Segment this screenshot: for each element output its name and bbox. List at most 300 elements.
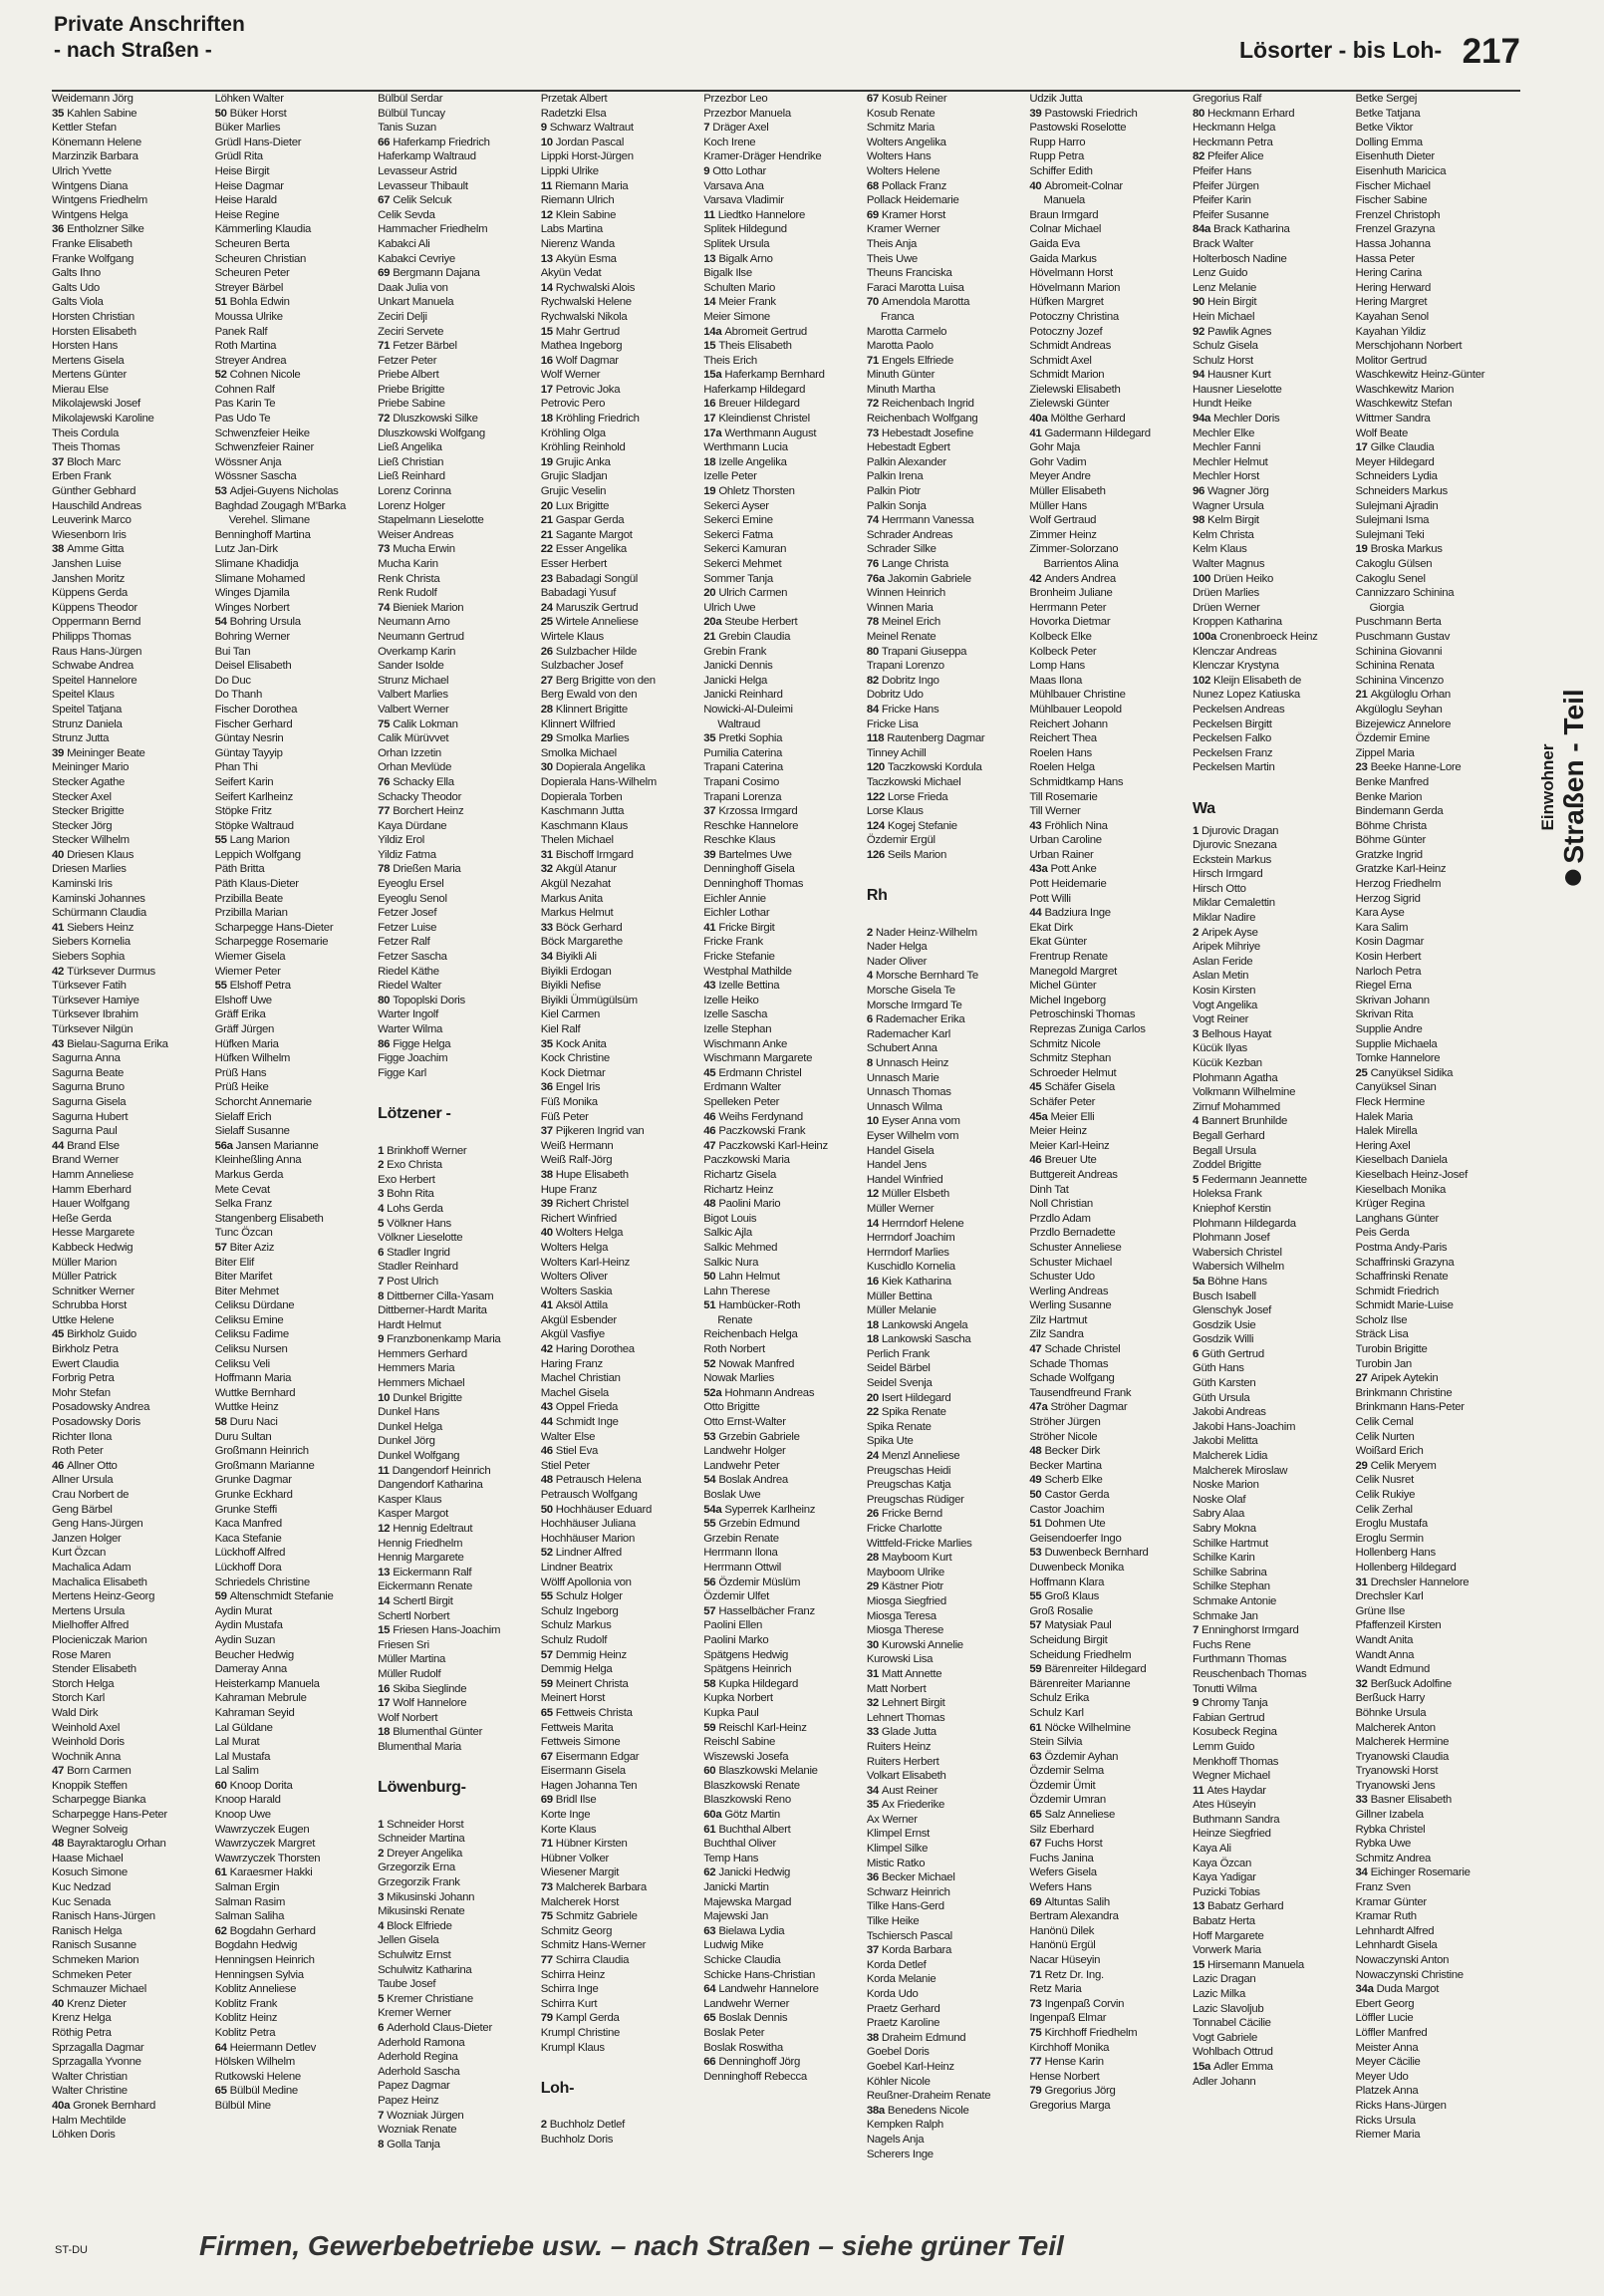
resident-name: Overkamp Karin bbox=[378, 645, 456, 658]
resident-entry bbox=[378, 1449, 529, 1464]
directory-columns bbox=[52, 92, 1506, 2212]
resident-entry bbox=[1029, 1721, 1181, 1736]
resident-name: Kosin Herbert bbox=[1355, 951, 1422, 964]
resident-entry bbox=[703, 469, 855, 484]
house-number: 50 bbox=[1029, 1489, 1042, 1501]
resident-entry bbox=[215, 1633, 367, 1648]
resident-entry bbox=[1029, 1852, 1181, 1866]
house-number: 100a bbox=[1192, 630, 1217, 643]
resident-name: Kaschmann Klaus bbox=[540, 819, 628, 832]
house-number: 45a bbox=[1029, 1110, 1048, 1123]
resident-entry bbox=[215, 1256, 367, 1271]
resident-entry bbox=[215, 1153, 367, 1168]
house-number: 5 bbox=[378, 1217, 385, 1230]
resident-entry bbox=[1356, 1270, 1507, 1285]
resident-entry bbox=[867, 1725, 1018, 1740]
resident-entry bbox=[541, 1007, 692, 1022]
resident-name: Haferkamp Bernhard bbox=[724, 369, 825, 382]
resident-entry bbox=[703, 586, 855, 601]
resident-entry bbox=[541, 1241, 692, 1256]
resident-entry bbox=[703, 615, 855, 630]
house-number: 76 bbox=[866, 558, 879, 570]
resident-entry bbox=[1356, 2011, 1507, 2026]
resident-name: Hüfken Wilhelm bbox=[214, 1052, 291, 1065]
resident-entry bbox=[1029, 1997, 1181, 2012]
house-number: 67 bbox=[378, 194, 391, 207]
resident-entry bbox=[215, 469, 367, 484]
resident-entry bbox=[1356, 1546, 1507, 1561]
resident-entry bbox=[1356, 1648, 1507, 1663]
resident-name: Sulejmani Teki bbox=[1355, 528, 1425, 541]
resident-entry bbox=[215, 149, 367, 164]
house-number: 2 bbox=[866, 926, 873, 939]
resident-name: Seidel Bärbel bbox=[866, 1362, 931, 1375]
resident-entry bbox=[1029, 1313, 1181, 1328]
resident-name: Buchholz Doris bbox=[540, 2133, 614, 2146]
resident-entry bbox=[541, 2041, 692, 2056]
resident-entry bbox=[867, 1769, 1018, 1784]
resident-entry bbox=[703, 164, 855, 179]
resident-entry bbox=[541, 1662, 692, 1677]
resident-name: Weinhold Axel bbox=[52, 1721, 121, 1734]
resident-name: Karaesmer Hakki bbox=[229, 1866, 313, 1879]
resident-name: Heise Regine bbox=[214, 208, 280, 221]
resident-name: Aslan Feride bbox=[1192, 955, 1253, 968]
resident-name: Miosga Siegfried bbox=[866, 1594, 946, 1607]
resident-entry bbox=[378, 1493, 529, 1508]
house-number: 16 bbox=[378, 1682, 391, 1695]
resident-entry bbox=[215, 921, 367, 936]
resident-entry bbox=[215, 222, 367, 237]
house-number: 79 bbox=[1029, 2085, 1042, 2098]
resident-name: Richartz Heinz bbox=[703, 1183, 774, 1196]
resident-entry bbox=[867, 746, 1018, 761]
resident-entry bbox=[1029, 1371, 1181, 1386]
resident-name: Peckelsen Birgitt bbox=[1192, 718, 1272, 730]
resident-entry bbox=[1356, 1938, 1507, 1953]
resident-entry bbox=[703, 1153, 855, 1168]
resident-name: Mikusinski Renate bbox=[378, 1905, 465, 1918]
resident-entry bbox=[867, 92, 1018, 107]
spacer bbox=[541, 2104, 692, 2119]
resident-entry bbox=[378, 1391, 529, 1406]
resident-entry bbox=[1193, 1899, 1344, 1914]
resident-name: Bohring Werner bbox=[214, 630, 290, 643]
resident-name: Till Werner bbox=[1029, 805, 1081, 818]
resident-name: Seifert Karin bbox=[214, 775, 274, 788]
resident-entry bbox=[52, 1808, 203, 1823]
resident-entry bbox=[1193, 969, 1344, 984]
resident-name: Schulten Mario bbox=[703, 281, 776, 294]
resident-name: Seidel Svenja bbox=[866, 1377, 933, 1390]
resident-entry bbox=[541, 1270, 692, 1285]
resident-entry bbox=[1029, 1633, 1181, 1648]
resident-name: Sagante Margot bbox=[555, 528, 633, 541]
resident-name: Spika Ute bbox=[866, 1435, 914, 1448]
resident-entry bbox=[1029, 1241, 1181, 1256]
resident-name: Schacky Theodor bbox=[378, 790, 462, 803]
resident-entry bbox=[215, 1400, 367, 1415]
house-number: 37 bbox=[540, 1125, 553, 1138]
resident-entry bbox=[215, 1662, 367, 1677]
resident-entry bbox=[703, 237, 855, 252]
resident-name: Fischer Michael bbox=[1355, 179, 1431, 192]
resident-entry bbox=[1193, 1813, 1344, 1828]
resident-entry bbox=[703, 121, 855, 136]
resident-entry bbox=[867, 1929, 1018, 1944]
resident-name: Reprezas Zuniga Carlos bbox=[1029, 1023, 1146, 1035]
resident-name: Eisenhuth Dieter bbox=[1355, 150, 1435, 163]
resident-entry bbox=[867, 1012, 1018, 1027]
resident-name: Duwenbeck Bernhard bbox=[1044, 1547, 1149, 1560]
resident-entry bbox=[541, 1415, 692, 1430]
resident-entry bbox=[52, 1576, 203, 1590]
house-number: 52 bbox=[703, 1357, 716, 1370]
resident-name: Hauer Wolfgang bbox=[52, 1198, 130, 1211]
resident-name: Castor Gerda bbox=[1044, 1489, 1110, 1501]
resident-entry bbox=[867, 121, 1018, 136]
resident-name: Hupe Elisabeth bbox=[555, 1168, 629, 1181]
house-number: 18 bbox=[378, 1726, 391, 1739]
resident-name: Türksever Fatih bbox=[52, 980, 127, 993]
resident-name: Schulwitz Katharina bbox=[378, 1963, 472, 1976]
resident-name: Celik Cemal bbox=[1355, 1416, 1414, 1429]
resident-name: Meister Anna bbox=[1355, 2041, 1419, 2054]
house-number: 67 bbox=[866, 93, 879, 105]
resident-name: Stöpke Waltraud bbox=[214, 819, 294, 832]
resident-entry bbox=[1356, 862, 1507, 877]
resident-name: Wiemer Gisela bbox=[214, 951, 286, 964]
resident-entry bbox=[1356, 630, 1507, 645]
resident-name: Fricke Bernd bbox=[881, 1508, 942, 1521]
resident-name: Smolka Marlies bbox=[555, 732, 630, 745]
resident-name: Rychwalski Nikola bbox=[540, 310, 628, 323]
resident-name: Streyer Bärbel bbox=[214, 281, 284, 294]
resident-name: Borchert Heinz bbox=[393, 805, 464, 818]
resident-entry bbox=[52, 121, 203, 136]
resident-name: Cronenbroeck Heinz bbox=[1219, 630, 1318, 643]
resident-name: Wabersich Wilhelm bbox=[1192, 1261, 1284, 1274]
resident-name: Krzossa Irmgard bbox=[718, 805, 798, 818]
resident-entry bbox=[867, 1275, 1018, 1290]
house-number: 38 bbox=[866, 2031, 879, 2044]
resident-name: Dunkel Wolfgang bbox=[378, 1450, 460, 1463]
resident-entry bbox=[541, 1168, 692, 1183]
resident-entry bbox=[52, 2055, 203, 2070]
resident-entry bbox=[215, 325, 367, 340]
resident-name: Potoczny Jozef bbox=[1029, 325, 1103, 338]
resident-entry bbox=[52, 1895, 203, 1910]
resident-entry bbox=[867, 1071, 1018, 1086]
resident-name: Langhans Günter bbox=[1355, 1212, 1440, 1225]
resident-entry bbox=[52, 630, 203, 645]
resident-name: Dopierala Hans-Wilhelm bbox=[540, 775, 657, 788]
resident-entry bbox=[52, 2026, 203, 2041]
resident-entry bbox=[1356, 1110, 1507, 1125]
resident-entry bbox=[1193, 2045, 1344, 2060]
resident-name: Berg Brigitte von den bbox=[555, 674, 656, 687]
resident-name: Henningsen Heinrich bbox=[214, 1954, 315, 1966]
resident-name: Fröhlich Nina bbox=[1044, 819, 1108, 832]
resident-entry bbox=[703, 295, 855, 310]
resident-name: Paczkowski Frank bbox=[718, 1125, 806, 1138]
resident-entry bbox=[378, 1507, 529, 1522]
resident-entry bbox=[52, 674, 203, 689]
resident-name: Fetzer Peter bbox=[378, 354, 437, 367]
resident-name: Kahraman Mebrule bbox=[214, 1692, 307, 1705]
resident-name: Kasper Margot bbox=[378, 1508, 448, 1521]
resident-entry bbox=[378, 1609, 529, 1624]
resident-entry bbox=[1029, 731, 1181, 746]
resident-entry bbox=[215, 703, 367, 718]
resident-entry bbox=[541, 266, 692, 281]
resident-entry bbox=[1193, 1885, 1344, 1900]
resident-name: Pijkeren Ingrid van bbox=[555, 1125, 645, 1138]
resident-entry bbox=[867, 2060, 1018, 2075]
resident-name: Celiksu Fadime bbox=[214, 1328, 289, 1341]
directory-column bbox=[52, 92, 203, 2212]
resident-entry bbox=[541, 136, 692, 150]
resident-name: Wawrzyczek Margret bbox=[214, 1838, 316, 1851]
resident-entry bbox=[52, 1270, 203, 1285]
resident-name: Hölsken Wilhelm bbox=[214, 2056, 295, 2069]
house-number: 58 bbox=[214, 1416, 227, 1429]
resident-name: Hassa Johanna bbox=[1355, 237, 1431, 250]
house-number: 57 bbox=[214, 1241, 227, 1254]
resident-name: Reichert Johann bbox=[1029, 718, 1108, 730]
house-number: 40 bbox=[540, 1227, 553, 1240]
resident-entry bbox=[703, 1706, 855, 1721]
resident-name: Schnitker Werner bbox=[52, 1285, 134, 1297]
house-number: 64 bbox=[214, 2041, 227, 2054]
resident-name: Pfeifer Jürgen bbox=[1192, 179, 1259, 192]
resident-entry bbox=[1356, 1183, 1507, 1198]
resident-entry bbox=[1193, 703, 1344, 718]
resident-name: Schade Christel bbox=[1044, 1343, 1121, 1356]
resident-entry bbox=[1029, 484, 1181, 499]
resident-name: Wiemer Peter bbox=[214, 965, 281, 978]
resident-name: Wegner Michael bbox=[1192, 1770, 1270, 1783]
resident-name: Schmitz Hans-Werner bbox=[540, 1939, 647, 1952]
house-number: 69 bbox=[378, 267, 391, 280]
street-heading: Wa bbox=[1192, 799, 1215, 817]
resident-name: Palkin Irena bbox=[866, 470, 924, 483]
resident-name: Theuns Franciska bbox=[866, 267, 952, 280]
resident-name: Buttgereit Andreas bbox=[1029, 1168, 1118, 1181]
resident-name: Merschjohann Norbert bbox=[1355, 340, 1463, 353]
resident-name: Heise Harald bbox=[214, 194, 277, 207]
resident-name: Werthmann August bbox=[724, 427, 817, 439]
resident-entry bbox=[541, 718, 692, 732]
house-number: 35 bbox=[866, 1799, 879, 1812]
resident-name: Bärenreiter Marianne bbox=[1029, 1677, 1131, 1690]
resident-entry bbox=[215, 1327, 367, 1342]
resident-name: Geng Hans-Jürgen bbox=[52, 1518, 143, 1531]
house-number: 24 bbox=[540, 601, 553, 614]
house-number: 46 bbox=[540, 1445, 553, 1458]
house-number: 23 bbox=[540, 572, 553, 585]
resident-name: Lazic Dragan bbox=[1192, 1973, 1256, 1986]
resident-entry bbox=[215, 1386, 367, 1401]
resident-name: Mikolajewski Karoline bbox=[52, 413, 154, 426]
resident-name: Walter Magnus bbox=[1192, 558, 1265, 570]
resident-entry bbox=[541, 2011, 692, 2026]
resident-name: Wolters Oliver bbox=[540, 1271, 608, 1284]
resident-name: Michel Günter bbox=[1029, 980, 1097, 993]
resident-entry bbox=[1193, 1914, 1344, 1929]
resident-entry bbox=[1029, 790, 1181, 805]
resident-name: Hirsch Otto bbox=[1192, 882, 1246, 895]
resident-entry bbox=[1029, 630, 1181, 645]
resident-entry bbox=[378, 1904, 529, 1919]
house-number: 60 bbox=[703, 1765, 716, 1778]
resident-name: Wawrzyczek Thorsten bbox=[214, 1852, 321, 1865]
resident-name: Drechsler Karl bbox=[1355, 1590, 1424, 1603]
resident-name: Mechler Horst bbox=[1192, 470, 1259, 483]
resident-entry bbox=[1356, 1764, 1507, 1779]
resident-name: Reischl Sabine bbox=[703, 1736, 776, 1749]
resident-entry bbox=[867, 193, 1018, 208]
resident-name: Jakomin Gabriele bbox=[887, 572, 971, 585]
resident-name: Deisel Elisabeth bbox=[214, 660, 292, 673]
resident-name: Ludwig Mike bbox=[703, 1939, 764, 1952]
resident-name: Kramer Werner bbox=[866, 223, 940, 236]
resident-name: Machel Gisela bbox=[540, 1386, 609, 1399]
resident-name: Gräff Erika bbox=[214, 1008, 266, 1021]
resident-name: Hausner Lieselotte bbox=[1192, 383, 1282, 396]
resident-entry bbox=[1356, 222, 1507, 237]
resident-entry bbox=[703, 427, 855, 441]
resident-name: Nierenz Wanda bbox=[540, 237, 615, 250]
resident-name: Canyüksel Sinan bbox=[1355, 1081, 1437, 1094]
resident-entry bbox=[1356, 615, 1507, 630]
resident-entry bbox=[1029, 935, 1181, 950]
resident-name: Kiek Katharina bbox=[881, 1275, 951, 1288]
house-number: 84a bbox=[1192, 223, 1211, 236]
resident-name: Koblitz Anneliese bbox=[214, 1983, 297, 1996]
resident-name: Jellen Gisela bbox=[378, 1934, 439, 1947]
resident-entry bbox=[378, 877, 529, 892]
resident-name: Kleijn Elisabeth de bbox=[1213, 674, 1302, 687]
resident-entry bbox=[52, 1997, 203, 2012]
resident-name: Grzegorzik Erna bbox=[378, 1862, 455, 1874]
resident-name: Kuschidlo Kornelia bbox=[866, 1261, 955, 1274]
resident-entry bbox=[378, 1464, 529, 1479]
resident-entry bbox=[867, 1100, 1018, 1115]
resident-name: Meinel Erich bbox=[881, 616, 940, 629]
resident-entry bbox=[1029, 383, 1181, 398]
resident-entry bbox=[1356, 149, 1507, 164]
section-title: Private Anschriften bbox=[54, 13, 245, 36]
resident-name: Nagels Anja bbox=[866, 2133, 925, 2146]
resident-entry bbox=[52, 237, 203, 252]
resident-entry bbox=[1356, 688, 1507, 703]
resident-name: Otto Ernst-Walter bbox=[703, 1416, 786, 1429]
resident-name: Riemann Maria bbox=[555, 179, 629, 192]
resident-entry bbox=[1193, 926, 1344, 941]
resident-entry bbox=[703, 935, 855, 950]
resident-entry bbox=[703, 1852, 855, 1866]
resident-name: Radetzki Elsa bbox=[540, 107, 607, 120]
resident-name: Sagurna Gisela bbox=[52, 1095, 127, 1108]
resident-name: Mohr Stefan bbox=[52, 1386, 111, 1399]
resident-name: Stiel Peter bbox=[540, 1459, 590, 1472]
resident-name: Wohlbach Ottrud bbox=[1192, 2046, 1273, 2059]
house-number: 2 bbox=[378, 1847, 385, 1860]
resident-entry bbox=[378, 586, 529, 601]
resident-entry bbox=[867, 557, 1018, 572]
resident-name: Köhler Nicole bbox=[866, 2075, 931, 2088]
resident-entry bbox=[703, 1415, 855, 1430]
resident-entry bbox=[1193, 718, 1344, 732]
resident-name: Pollack Heidemarie bbox=[866, 194, 959, 207]
house-number: 45 bbox=[1029, 1081, 1042, 1094]
resident-entry bbox=[541, 1183, 692, 1198]
resident-entry bbox=[378, 1566, 529, 1580]
resident-entry bbox=[541, 2133, 692, 2148]
resident-name: Figge Helga bbox=[393, 1037, 451, 1050]
resident-entry bbox=[1356, 1298, 1507, 1313]
resident-name: Schmitz Georg bbox=[540, 1924, 613, 1937]
resident-entry bbox=[52, 1618, 203, 1633]
house-number: 36 bbox=[540, 1081, 553, 1094]
resident-entry bbox=[215, 1895, 367, 1910]
resident-name: Manegold Margret bbox=[1029, 965, 1118, 978]
resident-name: Gregorius Ralf bbox=[1192, 93, 1262, 105]
resident-name: Horsten Hans bbox=[52, 340, 119, 353]
spacer bbox=[378, 1080, 529, 1095]
resident-name: Przezbor Manuela bbox=[703, 107, 791, 120]
resident-entry bbox=[215, 2041, 367, 2056]
resident-entry bbox=[1193, 1623, 1344, 1638]
resident-entry bbox=[378, 1478, 529, 1493]
resident-entry bbox=[1029, 1473, 1181, 1488]
resident-name: Pfeifer Alice bbox=[1207, 150, 1264, 163]
resident-name: Böhme Günter bbox=[1355, 834, 1426, 847]
resident-entry bbox=[378, 965, 529, 980]
resident-entry bbox=[541, 1153, 692, 1168]
house-number: 4 bbox=[378, 1202, 385, 1215]
resident-name: Erdmann Walter bbox=[703, 1081, 781, 1094]
resident-name: Brand Werner bbox=[52, 1154, 120, 1167]
resident-name: Schulz Erika bbox=[1029, 1692, 1090, 1705]
resident-name: Brack Walter bbox=[1192, 237, 1254, 250]
house-number: 21 bbox=[540, 514, 553, 527]
resident-name: Richert Winfried bbox=[540, 1212, 617, 1225]
resident-name: Wandt Anna bbox=[1355, 1648, 1415, 1661]
resident-name: Korte Inge bbox=[540, 1809, 591, 1822]
resident-entry bbox=[215, 572, 367, 587]
resident-entry bbox=[703, 1793, 855, 1808]
resident-name: Klein Sabine bbox=[555, 208, 617, 221]
resident-name: Aderhold Claus-Dieter bbox=[387, 2022, 492, 2034]
house-number: 27 bbox=[1355, 1372, 1368, 1385]
resident-entry bbox=[52, 1285, 203, 1299]
resident-entry bbox=[1356, 1866, 1507, 1880]
resident-entry bbox=[1356, 1066, 1507, 1081]
resident-entry bbox=[703, 1953, 855, 1968]
resident-name: Peckelsen Andreas bbox=[1192, 703, 1285, 716]
resident-name: Spika Renate bbox=[866, 1420, 932, 1433]
resident-entry bbox=[867, 339, 1018, 354]
resident-name: Hassa Peter bbox=[1355, 252, 1415, 265]
resident-name: Schäfer Peter bbox=[1029, 1095, 1096, 1108]
house-number: 98 bbox=[1192, 514, 1205, 527]
resident-entry bbox=[378, 760, 529, 775]
resident-name: Kröhling Olga bbox=[540, 427, 606, 439]
resident-entry bbox=[867, 572, 1018, 587]
resident-entry bbox=[541, 1285, 692, 1299]
